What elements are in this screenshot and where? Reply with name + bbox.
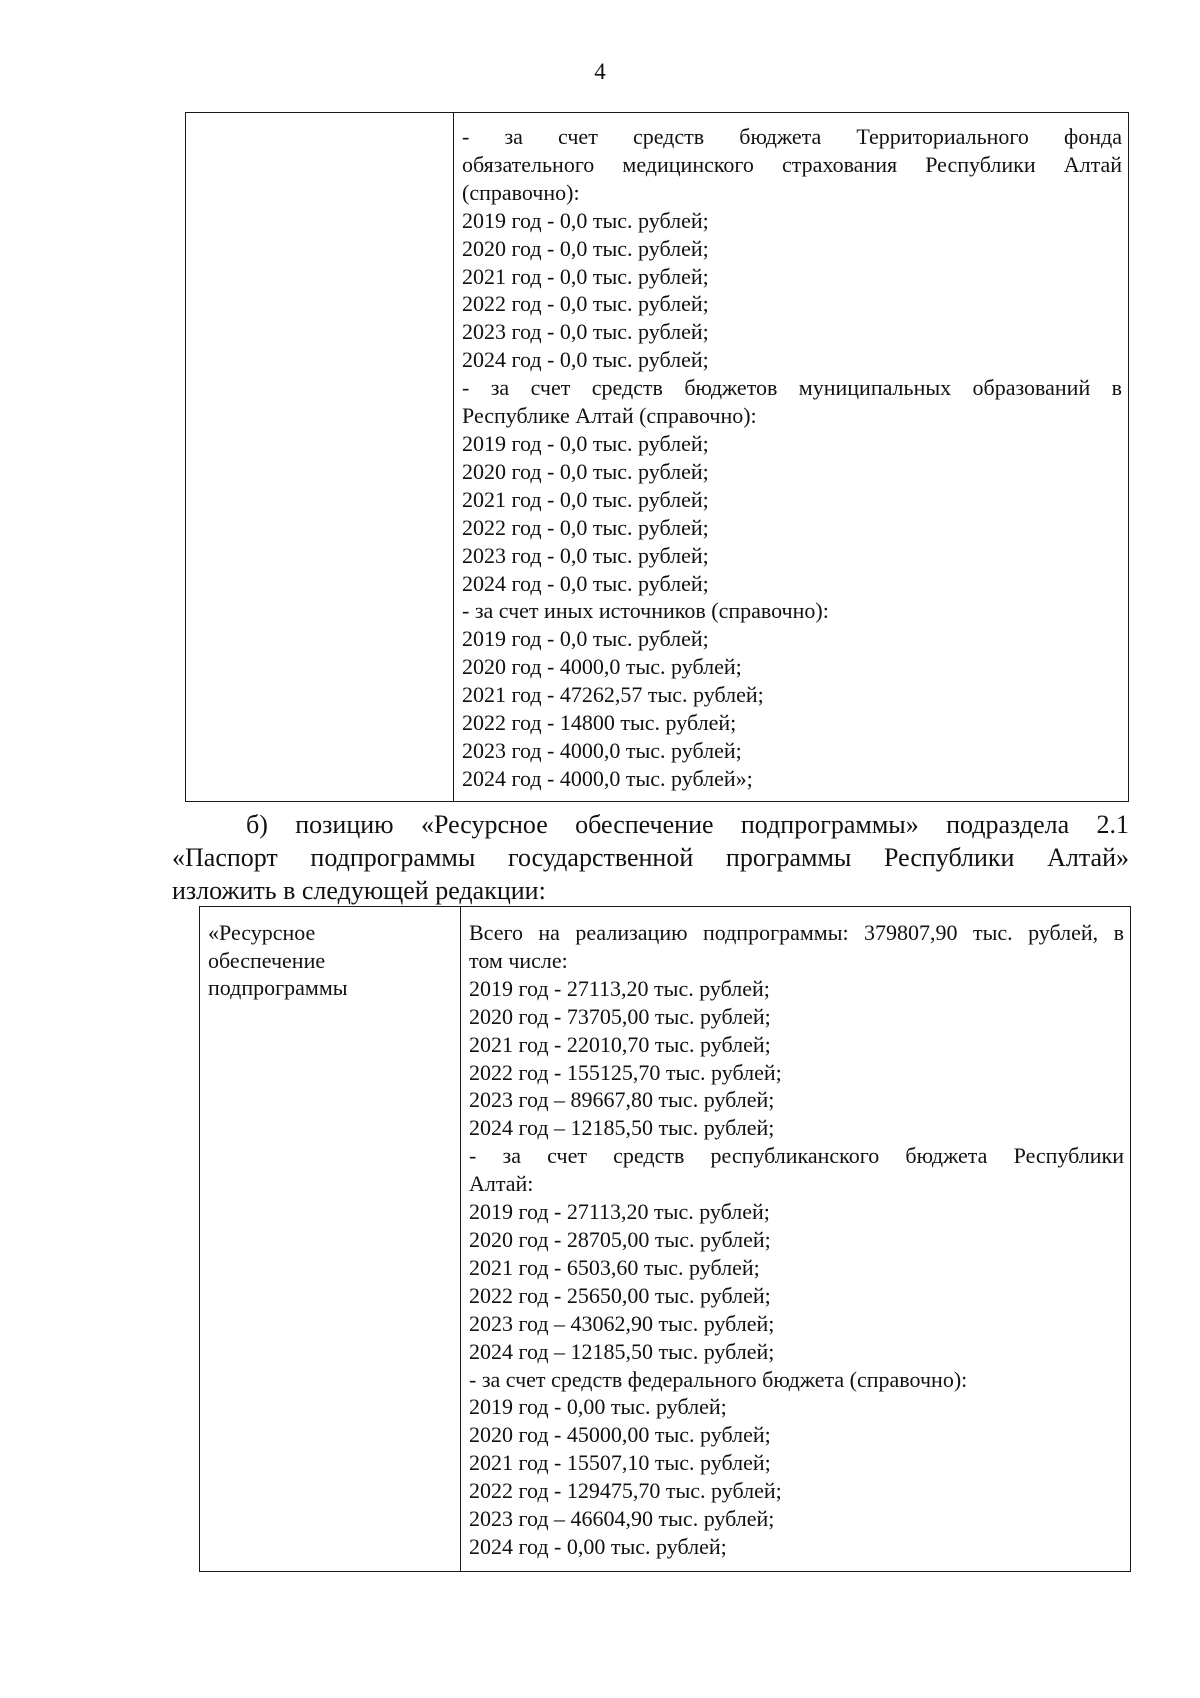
label-line: обеспечение <box>208 947 326 973</box>
funding-line: 2019 год - 27113,20 тыс. рублей; <box>469 975 770 1001</box>
tfoms-intro-line: обязательного медицинского страхования Республики Алтай <box>462 151 1122 177</box>
funding-line: 2024 год – 12185,50 тыс. рублей; <box>469 1115 775 1141</box>
municipal-intro-line: - за счет средств бюджетов муниципальных образований в <box>462 375 1122 401</box>
funding-line: 2023 год – 46604,90 тыс. рублей; <box>469 1506 775 1532</box>
page-number: 4 <box>594 59 606 84</box>
funding-table-continued <box>185 112 1129 802</box>
funding-line: 2021 год - 15507,10 тыс. рублей; <box>469 1450 771 1476</box>
paragraph-line: изложить в следующей редакции: <box>172 876 546 905</box>
table-label-cell <box>200 907 461 1572</box>
table-value-cell <box>454 113 1129 802</box>
republican-intro-line: - за счет средств республиканского бюджета Республики <box>469 1143 1124 1169</box>
tfoms-intro-line: - за счет средств бюджета Территориального фонда <box>462 124 1122 149</box>
funding-line: 2022 год - 155125,70 тыс. рублей; <box>469 1059 782 1085</box>
funding-line: (справочно): <box>462 179 580 205</box>
funding-line: 2019 год - 0,0 тыс. рублей; <box>462 430 709 456</box>
funding-line: 2024 год – 12185,50 тыс. рублей; <box>469 1338 775 1364</box>
funding-line: 2021 год - 0,0 тыс. рублей; <box>462 263 709 289</box>
funding-line: 2019 год - 0,00 тыс. рублей; <box>469 1394 727 1420</box>
table-value-cell <box>461 907 1131 1572</box>
funding-line: том числе: <box>469 947 568 973</box>
funding-line: 2022 год - 14800 тыс. рублей; <box>462 710 737 736</box>
funding-line: 2020 год - 0,0 тыс. рублей; <box>462 235 709 261</box>
funding-line: 2023 год - 0,0 тыс. рублей; <box>462 319 709 345</box>
funding-line: 2024 год - 0,0 тыс. рублей; <box>462 570 709 596</box>
label-line: подпрограммы <box>208 975 348 1000</box>
funding-line: 2023 год - 4000,0 тыс. рублей; <box>462 737 742 763</box>
funding-line: 2023 год – 43062,90 тыс. рублей; <box>469 1310 775 1336</box>
table-row <box>186 113 1129 802</box>
funding-line: 2019 год - 0,0 тыс. рублей; <box>462 626 709 652</box>
funding-line: 2019 год - 27113,20 тыс. рублей; <box>469 1199 770 1225</box>
funding-line: 2022 год - 25650,00 тыс. рублей; <box>469 1282 771 1308</box>
funding-line: - за счет средств федерального бюджета (справочно): <box>469 1366 968 1392</box>
label-line: «Ресурсное <box>208 920 316 945</box>
paragraph-line: б) позицию «Ресурсное обеспечение подпрограммы» подраздела 2.1 <box>246 810 1129 839</box>
funding-line: - за счет иных источников (справочно): <box>462 598 829 624</box>
resource-provision-table <box>199 906 1131 1572</box>
amendment-paragraph <box>172 808 1129 907</box>
funding-line: 2022 год - 0,0 тыс. рублей; <box>462 514 709 540</box>
funding-line: 2023 год – 89667,80 тыс. рублей; <box>469 1087 775 1113</box>
funding-line: 2023 год - 0,0 тыс. рублей; <box>462 542 709 568</box>
funding-line: 2020 год - 4000,0 тыс. рублей; <box>462 654 742 680</box>
total-line: Всего на реализацию подпрограммы: 379807,90 тыс. рублей, в <box>469 920 1124 945</box>
funding-line: 2020 год - 45000,00 тыс. рублей; <box>469 1422 771 1448</box>
funding-line: 2024 год - 0,00 тыс. рублей; <box>469 1533 727 1559</box>
funding-line: Алтай: <box>469 1171 534 1197</box>
funding-line: 2021 год - 47262,57 тыс. рублей; <box>462 682 764 708</box>
funding-line: Республике Алтай (справочно): <box>462 403 757 429</box>
funding-line: 2020 год - 28705,00 тыс. рублей; <box>469 1226 771 1252</box>
funding-line: 2022 год - 0,0 тыс. рублей; <box>462 291 709 317</box>
funding-line: 2020 год - 0,0 тыс. рублей; <box>462 458 709 484</box>
funding-line: 2022 год - 129475,70 тыс. рублей; <box>469 1478 782 1504</box>
funding-line: 2021 год - 22010,70 тыс. рублей; <box>469 1031 771 1057</box>
table-row <box>200 907 1131 1572</box>
funding-line: 2024 год - 0,0 тыс. рублей; <box>462 347 709 373</box>
funding-line: 2021 год - 0,0 тыс. рублей; <box>462 486 709 512</box>
funding-line: 2021 год - 6503,60 тыс. рублей; <box>469 1254 760 1280</box>
table-label-cell <box>186 113 454 802</box>
funding-line: 2024 год - 4000,0 тыс. рублей»; <box>462 765 753 791</box>
funding-line: 2020 год - 73705,00 тыс. рублей; <box>469 1003 771 1029</box>
funding-line: 2019 год - 0,0 тыс. рублей; <box>462 207 709 233</box>
paragraph-line: «Паспорт подпрограммы государственной программы Республики Алтай» <box>172 843 1129 872</box>
